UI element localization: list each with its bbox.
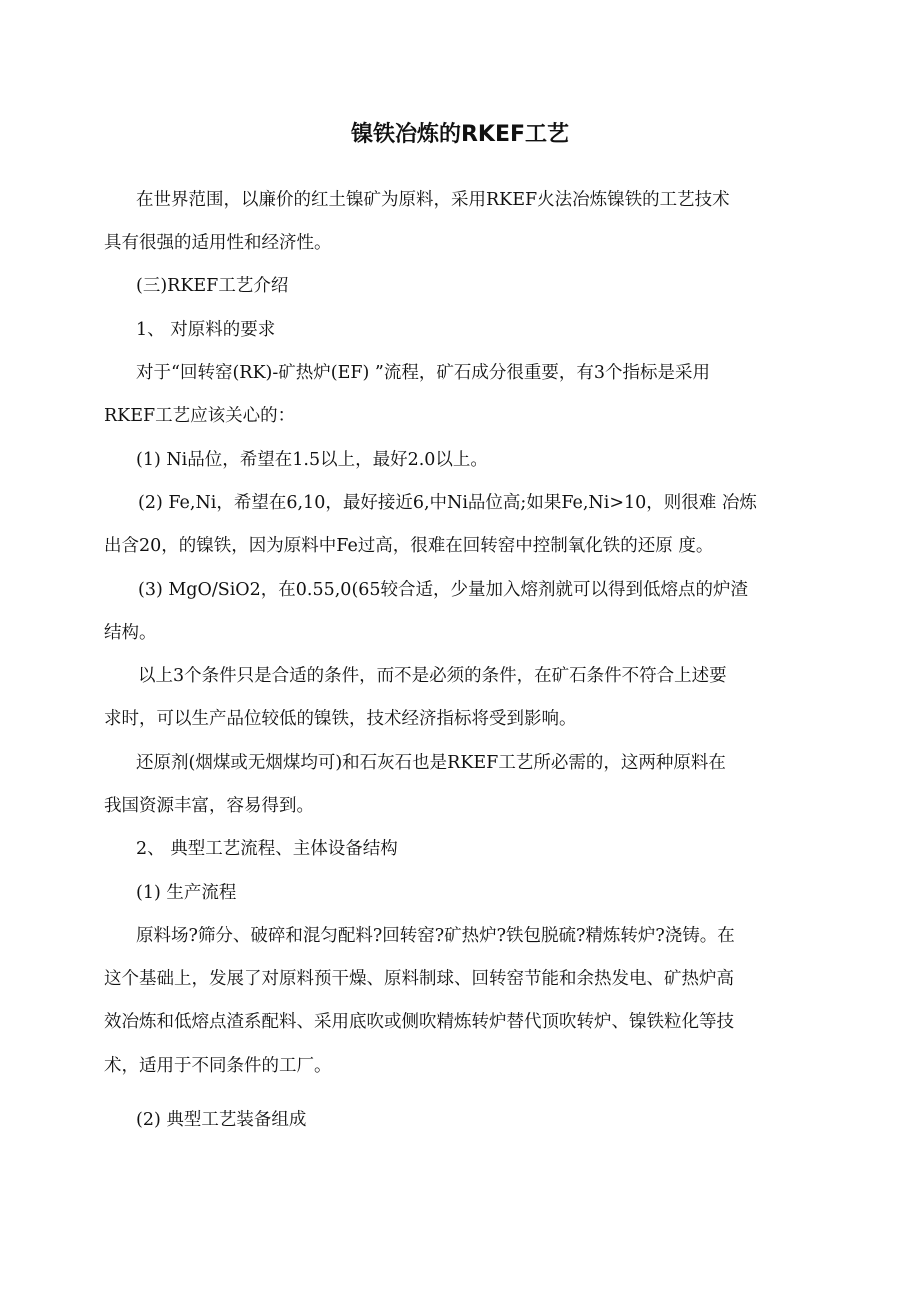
paragraph-line: 以上3个条件只是合适的条件，而不是必须的条件，在矿石条件不符合上述要 xyxy=(138,666,727,686)
paragraph-line: RKEF工艺应该关心的： xyxy=(104,406,296,426)
list-item: (1) Ni品位，希望在1.5以上，最好2.0以上。 xyxy=(136,450,488,470)
list-item: (2) 典型工艺装备组成 xyxy=(136,1110,307,1130)
paragraph-line: 还原剂(烟煤或无烟煤均可)和石灰石也是RKEF工艺所必需的，这两种原料在 xyxy=(136,753,726,773)
paragraph-line: 我国资源丰富，容易得到。 xyxy=(104,796,314,816)
paragraph-line: 出含20，的镍铁，因为原料中Fe过高，很难在回转窑中控制氧化铁的还原 度。 xyxy=(104,536,714,556)
paragraph-line: 效冶炼和低熔点渣系配料、采用底吹或侧吹精炼转炉替代顶吹转炉、镍铁粒化等技 xyxy=(104,1012,734,1032)
subsection-heading: 1、 对原料的要求 xyxy=(136,320,276,340)
paragraph-line: 这个基础上，发展了对原料预干燥、原料制球、回转窑节能和余热发电、矿热炉高 xyxy=(104,969,734,989)
list-item: (1) 生产流程 xyxy=(136,883,237,903)
paragraph-line: 结构。 xyxy=(104,623,157,643)
paragraph-line: 具有很强的适用性和经济性。 xyxy=(104,233,332,253)
subsection-heading: 2、 典型工艺流程、主体设备结构 xyxy=(136,839,398,859)
list-item: (3) MgO/SiO2，在0.55,0(65较合适，少量加入熔剂就可以得到低熔点的炉渣 xyxy=(138,580,749,600)
paragraph-line: 术，适用于不同条件的工厂。 xyxy=(104,1056,332,1076)
list-item: (2) Fe,Ni，希望在6,10，最好接近6,中Ni品位高;如果Fe,Ni>10，则很难 冶炼 xyxy=(138,493,757,513)
paragraph-line: 在世界范围，以廉价的红土镍矿为原料，采用RKEF火法冶炼镍铁的工艺技术 xyxy=(136,190,730,210)
paragraph-line: 原料场?筛分、破碎和混匀配料?回转窑?矿热炉?铁包脱硫?精炼转炉?浇铸。在 xyxy=(136,926,735,946)
section-heading: (三)RKEF工艺介绍 xyxy=(136,276,289,296)
paragraph-line: 求时，可以生产品位较低的镍铁，技术经济指标将受到影响。 xyxy=(104,709,577,729)
document-title: 镍铁冶炼的RKEF工艺 xyxy=(350,122,570,147)
paragraph-line: 对于“回转窑(RK)-矿热炉(EF) ”流程，矿石成分很重要，有3个指标是采用 xyxy=(136,363,710,383)
